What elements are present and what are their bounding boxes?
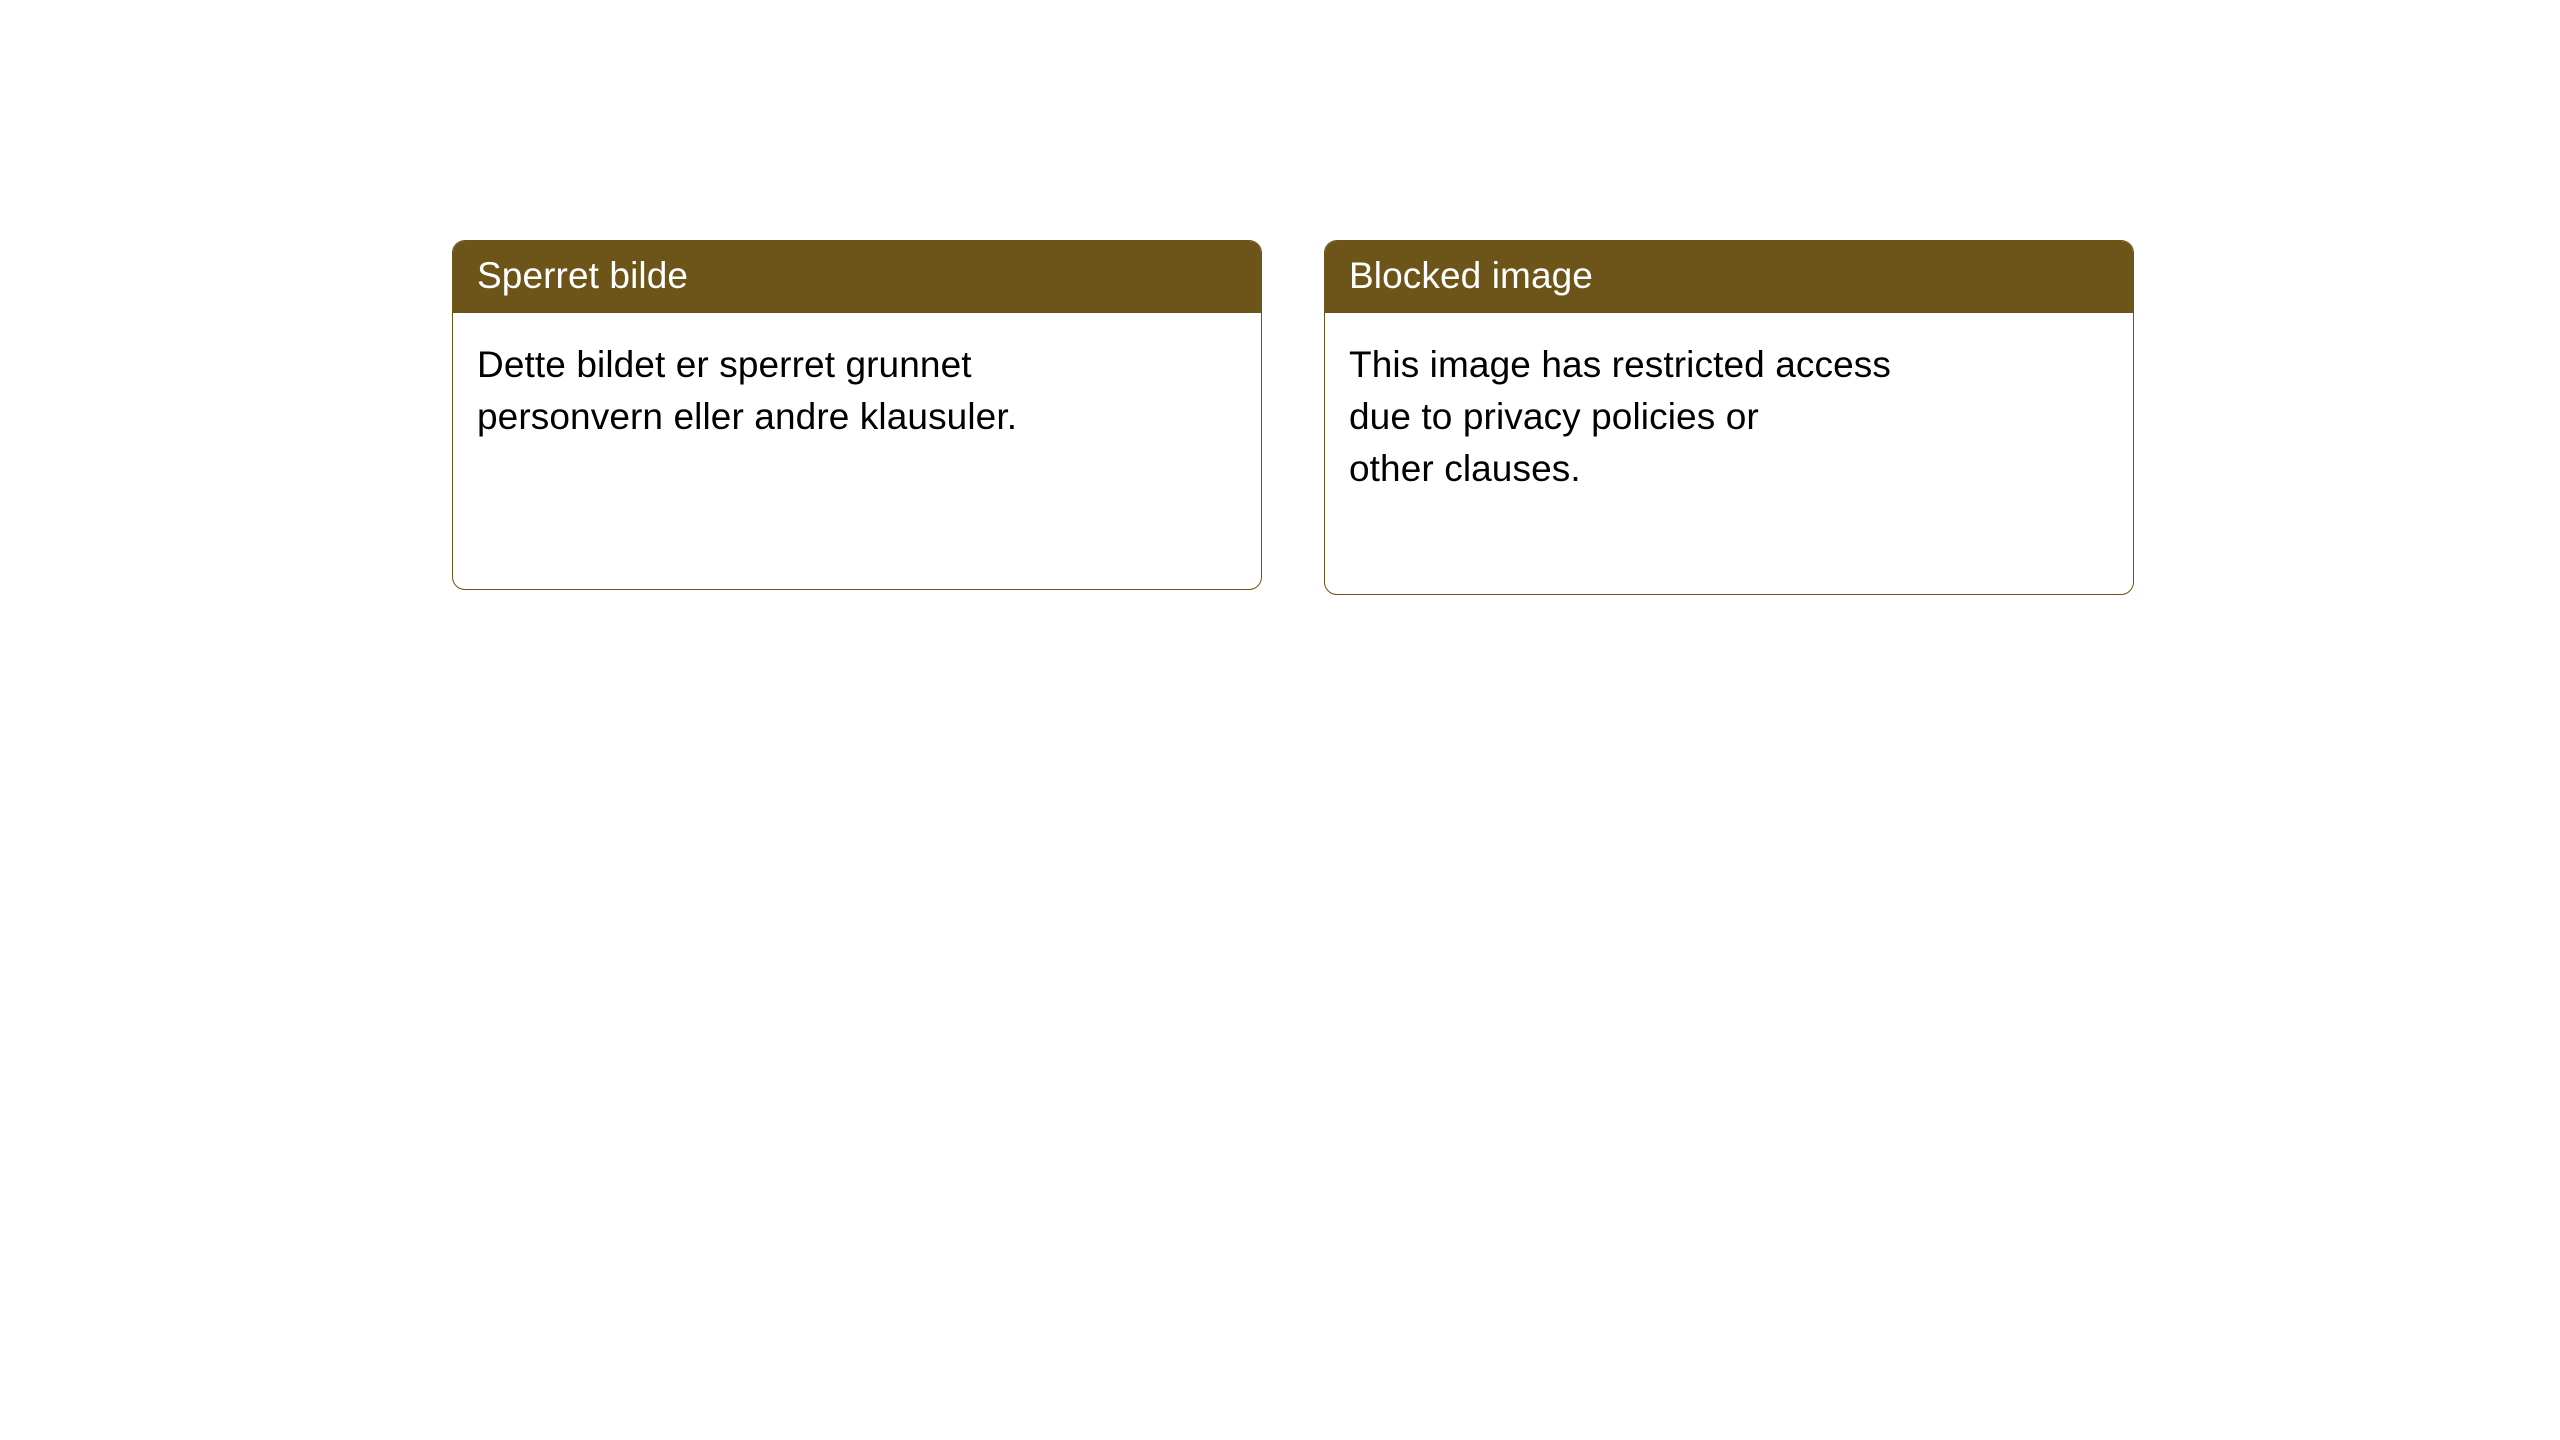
panel-body-line: This image has restricted access	[1349, 344, 1891, 385]
blocked-image-notice-no	[452, 240, 1262, 590]
panel-body-en	[1325, 313, 2133, 495]
panel-body-no	[453, 313, 1261, 443]
panel-body-line: due to privacy policies or	[1349, 396, 1759, 437]
panel-body-line: personvern eller andre klausuler.	[477, 396, 1018, 437]
panel-body-line: Dette bildet er sperret grunnet	[477, 344, 972, 385]
panel-body-line: other clauses.	[1349, 448, 1581, 489]
notice-panels	[452, 240, 2134, 595]
panel-title-en: Blocked image	[1325, 241, 2133, 313]
blocked-image-notice-en	[1324, 240, 2134, 595]
panel-title-no: Sperret bilde	[453, 241, 1261, 313]
